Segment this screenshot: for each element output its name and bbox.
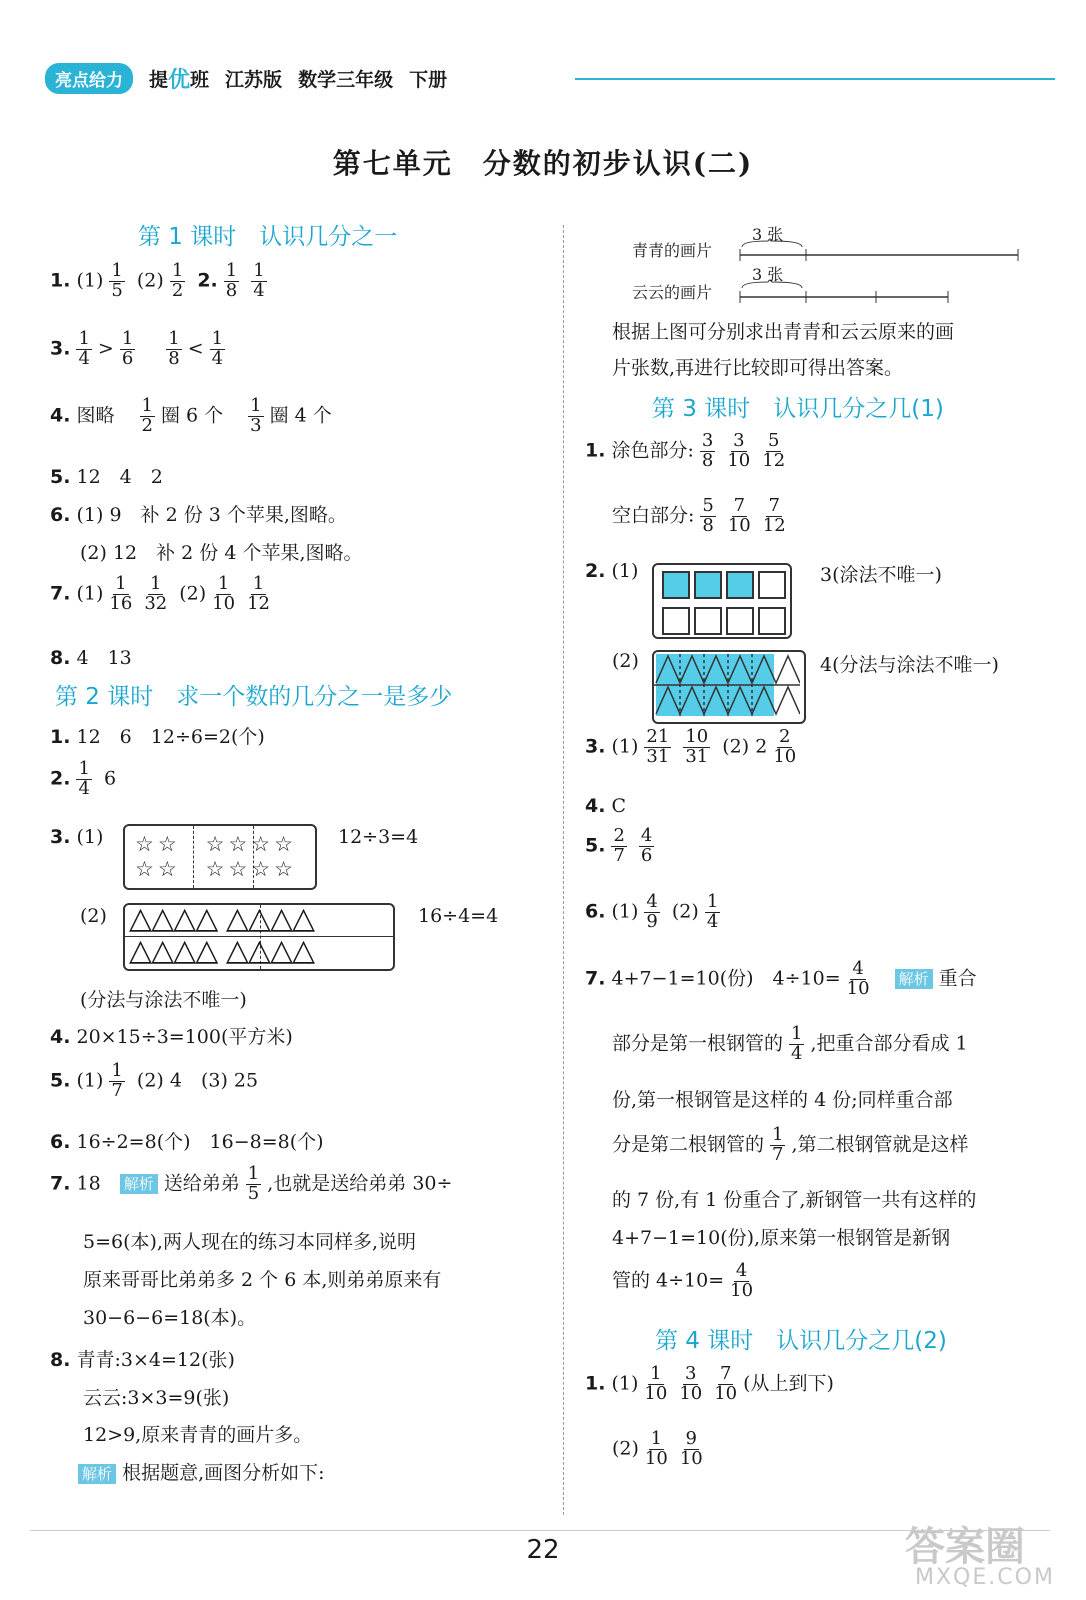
column-divider [563,225,564,1515]
l3-q6: 6. (1) $\frac{4}{9}$ (2) $\frac{1}{4}$ [585,891,719,932]
l1-q1: 1. (1) $\frac{1}{5}$ (2) $\frac{1}{2}$ 2. $\frac{1}{8}$ $\frac{1}{4}$ [50,260,265,301]
l2-q2: 2. $\frac{1}{4}$ 6 [50,758,117,799]
unit-title: 第七单元 分数的初步认识(二) [332,147,754,180]
l3-q5: 5. $\frac{2}{7}$ $\frac{4}{6}$ [585,825,653,866]
l4-q1: 1. (1) $\frac{1}{10}$ $\frac{3}{10}$ $\frac{7}{10}$ (从上到下) [585,1363,834,1404]
lesson-3-title: 第 3 课时 认识几分之几(1) [652,396,944,422]
l2-q4: 4. 20×15÷3=100(平方米) [50,1026,293,1048]
l3-q4: 4. C [585,795,627,817]
l2-q3-1: 3. (1) [50,826,104,848]
triangle-diagram: △△△△ △△△△ △△△△ △△△△ [123,903,395,971]
l3-q7: 7. 4+7−1=10(份) 4÷10= $\frac{4}{10}$ 解析 重合 [585,958,977,999]
footer-rule [30,1530,1050,1531]
l2-q5: 5. (1) $\frac{1}{7}$ (2) 4 (3) 25 [50,1060,259,1101]
page-header: 亮点给力 提 优 班 江苏版 数学三年级 下册 [45,62,463,94]
watermark: 答案圈 [905,1524,1025,1570]
page-number: 22 [526,1535,560,1565]
lesson-4-title: 第 4 课时 认识几分之几(2) [655,1328,947,1354]
lesson-2-title: 第 2 课时 求一个数的几分之一是多少 [55,684,453,710]
subject: 数学三年级 [298,68,394,91]
brand-logo: 亮点给力 [45,63,133,94]
l1-q6: 6. (1) 9 补 2 份 3 个苹果,图略。 [50,504,347,526]
square-grid [652,563,792,639]
l1-q6-2: (2) 12 补 2 份 4 个苹果,图略。 [80,542,363,564]
edition: 江苏版 [225,68,283,91]
lesson-1-title: 第 1 课时 认识几分之一 [138,224,398,250]
l1-q4: 4. 图略 $\frac{1}{2}$ 圈 6 个 $\frac{1}{3}$ 圈 4 个 [50,395,332,436]
l1-q5: 5. 12 4 2 [50,466,163,488]
l3-q3: 3. (1) $\frac{21}{31}$ $\frac{10}{31}$ (2) 2 $\frac{2}{10}$ [585,726,797,767]
l1-q3: 3. $\frac{1}{4}$ > $\frac{1}{6}$ $\frac{1}{8}$ < $\frac{1}{4}$ [50,328,224,369]
l3-q1: 1. 涂色部分: $\frac{3}{8}$ $\frac{3}{10}$ $\frac{5}{12}$ [585,430,786,471]
star-diagram: ☆☆ ☆☆☆☆ ☆☆ ☆☆☆☆ [123,824,317,890]
l2-q8: 8. 青青:3×4=12(张) [50,1349,235,1371]
l2-q7: 7. 18 解析 送给弟弟 $\frac{1}{5}$ ,也就是送给弟弟 30÷ [50,1163,453,1204]
l2-q6: 6. 16÷2=8(个) 16−8=8(个) [50,1131,324,1153]
header-rule [575,78,1055,80]
l1-q8: 8. 4 13 [50,647,132,669]
l2-q1: 1. 12 6 12÷6=2(个) [50,726,265,748]
shaded-triangle-grid [652,650,806,724]
l1-q7: 7. (1) $\frac{1}{16}$ $\frac{1}{32}$ (2) $\frac{1}{10}$ $\frac{1}{12}$ [50,573,270,614]
watermark-url: MXQE.COM [915,1565,1055,1590]
volume: 下册 [409,68,448,91]
